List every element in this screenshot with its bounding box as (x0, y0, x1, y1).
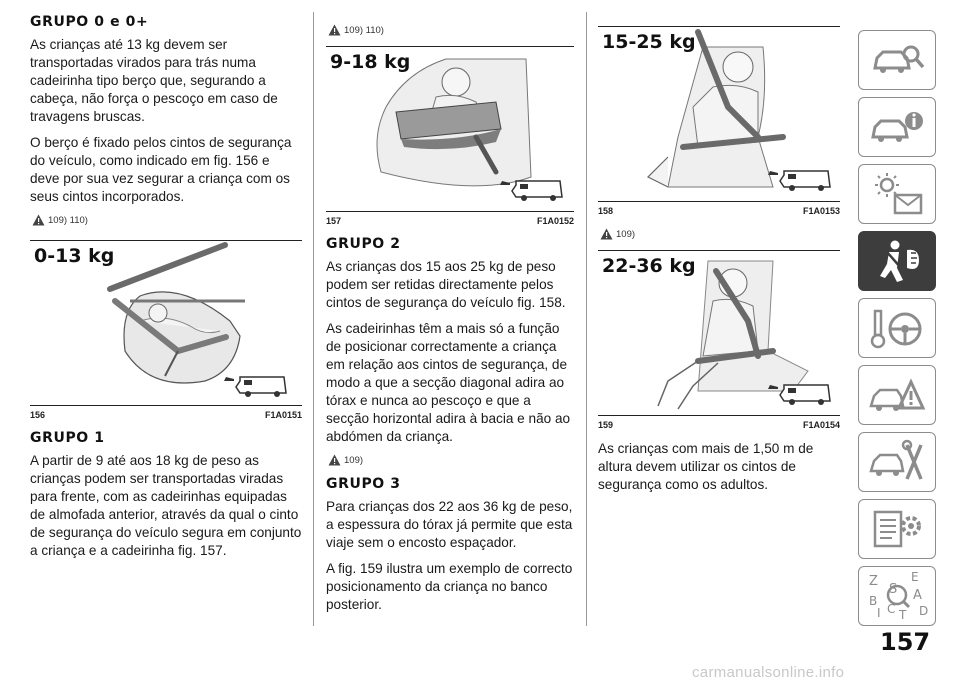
paragraph: As crianças com mais de 1,50 m de altura devem utilizar os cintos de segurança como os adultos. (598, 441, 814, 492)
figure-code: F1A0153 (802, 206, 840, 216)
paragraph: A fig. 159 ilustra um exemplo de correcto posicionamento da criança no banco posterior. (326, 561, 573, 612)
warning-triangle-car-icon (867, 372, 927, 418)
warning-reference-text: 109) (616, 228, 636, 240)
tab-seatbelt-airbag[interactable] (858, 231, 936, 291)
paragraph: Para crianças dos 22 aos 36 kg de peso, a espessura do tórax já permite que esta viaje sem o encosto espaçador. (326, 499, 573, 550)
warning-reference-text: 109) 110) (344, 24, 384, 36)
paragraph: As crianças até 13 kg devem ser transportadas virados para trás numa cadeirinha tipo berço que, segurando a cabeça, não força o pescoço em caso de travagens bruscas. (30, 37, 278, 124)
index-letter: Z (869, 574, 878, 589)
car-search-icon (867, 40, 927, 80)
figure-156 (30, 240, 302, 420)
warning-reference-text: 109) (344, 454, 364, 466)
car-tools-icon (867, 439, 927, 485)
figure-number: 156 (30, 410, 46, 420)
column-3 (598, 14, 840, 502)
index-letter: C (887, 602, 896, 616)
chapter-tabs (858, 30, 938, 633)
warning-icon (328, 24, 341, 36)
column-divider-1 (313, 12, 314, 626)
index-letter: B (869, 594, 878, 608)
figure-159 (598, 250, 840, 430)
warning-reference (600, 228, 840, 240)
paragraph: As crianças dos 15 aos 25 kg de peso podem ser retidas directamente pelos cintos de segurança do veículo fig. 158. (326, 259, 566, 310)
figure-code: F1A0154 (802, 420, 840, 430)
tab-specs-gear[interactable] (858, 499, 936, 559)
car-info-icon (867, 107, 927, 147)
tab-alphabetical-index[interactable] (858, 566, 936, 626)
paragraph: A partir de 9 até aos 18 kg de peso as crianças podem ser transportadas viradas para frente, com as cadeirinhas equipadas de almofada anterior, através da qual o cinto de segurança do veículo segura em conjunto a criança e a cadeirinha fig. 157. (30, 453, 302, 558)
figure-weight-label: 9-18 kg (330, 51, 411, 73)
tab-car-info[interactable] (858, 97, 936, 157)
alphabetical-index-icon (865, 571, 929, 621)
figure-weight-label: 22-36 kg (602, 255, 696, 277)
index-letter: D (919, 604, 929, 618)
figure-code: F1A0151 (264, 410, 302, 420)
index-letter: I (877, 606, 881, 620)
heading-grupo-0: GRUPO 0 e 0+ (30, 14, 149, 30)
warning-icon (32, 214, 45, 226)
figure-number: 159 (598, 420, 614, 430)
paragraph: O berço é fixado pelos cintos de segurança do veículo, como indicado em fig. 156 e deve por sua vez segurar a criança com os seus cintos incorporados. (30, 135, 292, 204)
specs-gear-icon (867, 506, 927, 552)
column-2 (326, 14, 574, 622)
van-icon (222, 373, 290, 399)
column-divider-2 (586, 12, 587, 626)
figure-157 (326, 46, 574, 226)
lights-message-icon (867, 171, 927, 217)
tab-car-search[interactable] (858, 30, 936, 90)
figure-code: F1A0152 (536, 216, 574, 226)
page-number: 157 (880, 628, 931, 656)
figure-weight-label: 0-13 kg (34, 245, 115, 267)
index-letter: A (913, 588, 922, 603)
figure-weight-label: 15-25 kg (602, 31, 696, 53)
heading-grupo-2: GRUPO 2 (326, 236, 401, 252)
warning-reference (32, 214, 302, 226)
van-icon (498, 177, 566, 203)
key-steering-wheel-icon (867, 305, 927, 351)
index-letter: T (899, 608, 907, 621)
tab-key-steering-wheel[interactable] (858, 298, 936, 358)
warning-icon (600, 228, 613, 240)
figure-158 (598, 26, 840, 216)
column-1 (30, 14, 302, 568)
warning-icon (328, 454, 341, 466)
heading-grupo-3: GRUPO 3 (326, 476, 401, 492)
warning-reference (328, 24, 574, 36)
index-letter: E (911, 571, 919, 584)
warning-reference (328, 454, 574, 466)
watermark: carmanualsonline.info (692, 664, 845, 681)
paragraph: As cadeirinhas têm a mais só a função de posicionar correctamente a criança em relação aos cintos de segurança, de modo a que a secção diagonal adira ao tórax e nunca ao pescoço e que a secção horizontal adira à bacia e não ao abdómen da criança. (326, 321, 571, 444)
heading-grupo-1: GRUPO 1 (30, 430, 105, 446)
tab-car-tools[interactable] (858, 432, 936, 492)
warning-reference-text: 109) 110) (48, 214, 88, 226)
index-letter: S (889, 582, 898, 597)
van-icon (766, 381, 834, 407)
van-icon (766, 167, 834, 193)
seatbelt-airbag-icon (867, 238, 927, 284)
figure-number: 158 (598, 206, 614, 216)
tab-warning-triangle-car[interactable] (858, 365, 936, 425)
figure-number: 157 (326, 216, 342, 226)
tab-lights-message[interactable] (858, 164, 936, 224)
